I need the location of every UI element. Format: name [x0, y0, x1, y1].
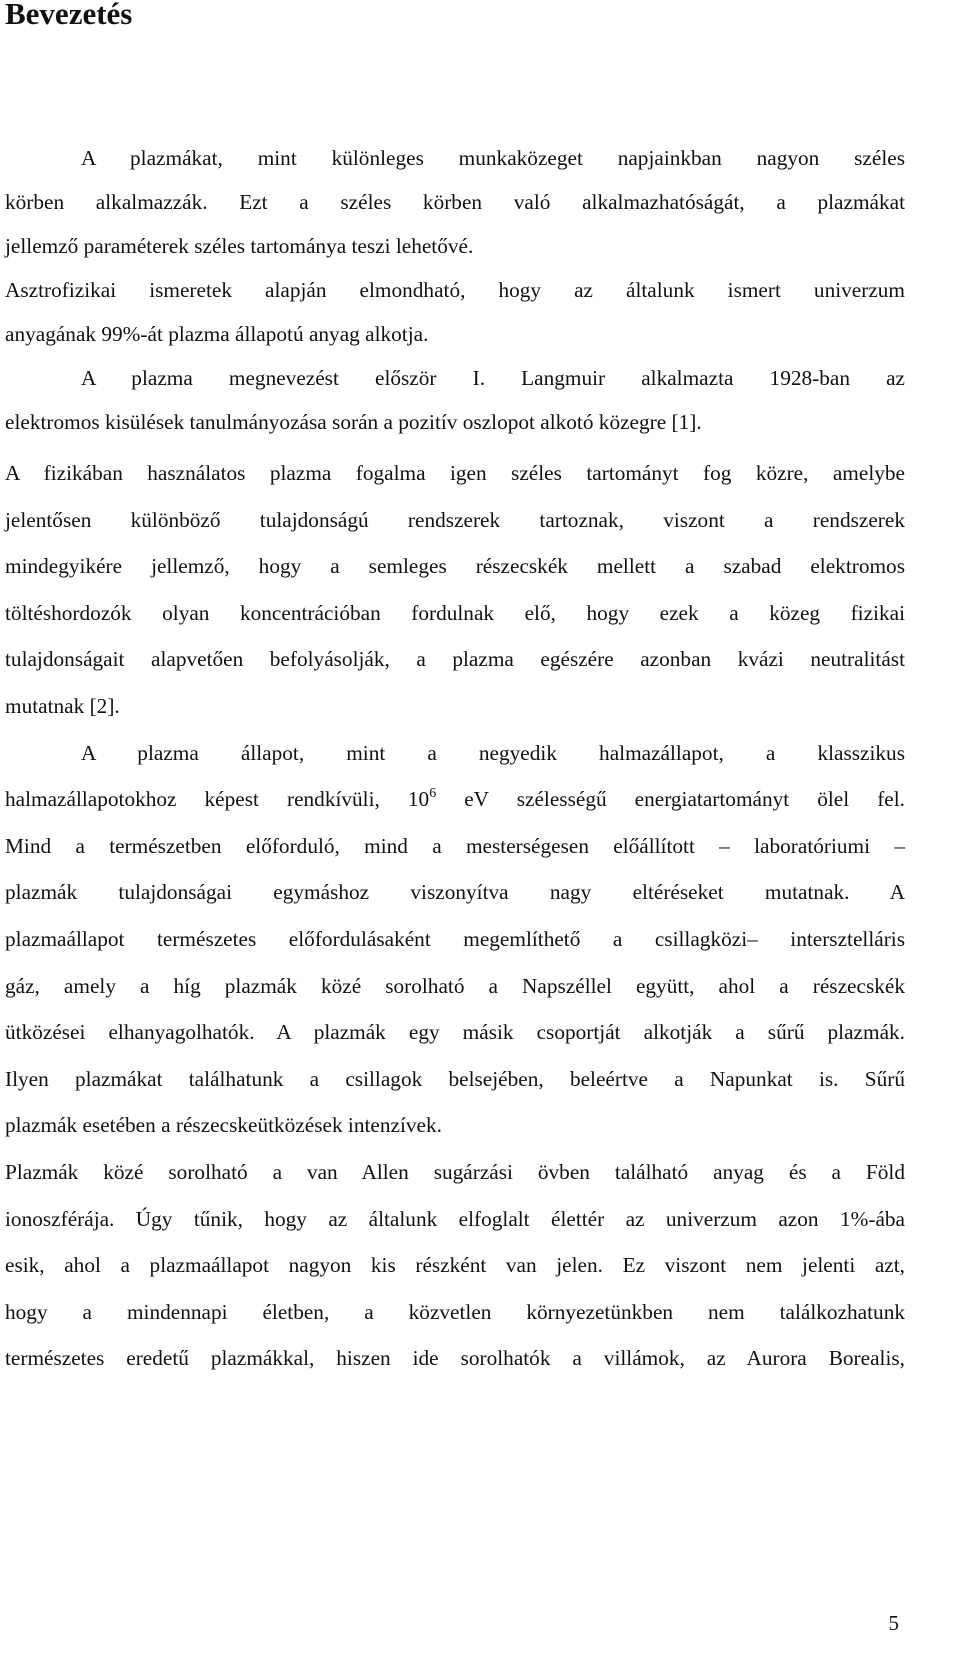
- text-line: plazmaállapot természetes előfordulásaként megemlíthető a csillagközi– intersztelláris: [5, 926, 905, 951]
- text-line: A plazma megnevezést először I. Langmuir alkalmazta 1928-ban az: [81, 366, 905, 390]
- text-line: ütközései elhanyagolhatók. A plazmák egy másik csoportját alkotják a sűrű plazmák.: [5, 1020, 905, 1045]
- text-line: gáz, amely a híg plazmák közé sorolható a Napszéllel együtt, ahol a részecskék: [5, 973, 905, 998]
- text-fragment: halmazállapotokhoz képest rendkívüli, 10: [5, 787, 430, 812]
- text-line: plazmák esetében a részecskeütközések intenzívek.: [5, 1113, 442, 1138]
- text-line: esik, ahol a plazmaállapot nagyon kis részként van jelen. Ez viszont nem jelenti azt,: [5, 1253, 905, 1278]
- text-line: Asztrofizikai ismeretek alapján elmondható, hogy az általunk ismert univerzum: [5, 278, 905, 302]
- text-line: tulajdonságait alapvetően befolyásolják, a plazma egészére azonban kvázi neutralitást: [5, 647, 905, 672]
- page-title: Bevezetés: [5, 0, 133, 31]
- text-line: hogy a mindennapi életben, a közvetlen környezetünkben nem találkozhatunk: [5, 1299, 905, 1324]
- text-line: A plazma állapot, mint a negyedik halmazállapot, a klasszikus: [81, 740, 905, 765]
- text-line: Ilyen plazmákat találhatunk a csillagok belsejében, beleértve a Napunkat is. Sűrű: [5, 1066, 905, 1091]
- text-line: A fizikában használatos plazma fogalma igen széles tartományt fog közre, amelybe: [5, 461, 905, 485]
- text-line: körben alkalmazzák. Ezt a széles körben való alkalmazhatóságát, a plazmákat: [5, 190, 905, 214]
- body-block-main: [5, 450, 905, 1382]
- text-line: plazmák tulajdonságai egymáshoz viszonyítva nagy eltéréseket mutatnak. A: [5, 880, 905, 905]
- text-line: jellemző paraméterek széles tartománya teszi lehetővé.: [5, 234, 474, 258]
- body-block-intro: [5, 136, 905, 444]
- text-line: A plazmákat, mint különleges munkaközeget napjainkban nagyon széles: [81, 146, 905, 170]
- text-line: Plazmák közé sorolható a van Allen sugárzási övben található anyag és a Föld: [5, 1159, 905, 1184]
- text-line: töltéshordozók olyan koncentrációban fordulnak elő, hogy ezek a közeg fizikai: [5, 600, 905, 625]
- text-line: anyagának 99%-át plazma állapotú anyag alkotja.: [5, 322, 429, 346]
- text-line: elektromos kisülések tanulmányozása során a pozitív oszlopot alkotó közegre [1].: [5, 410, 702, 434]
- text-line: Mind a természetben előforduló, mind a mesterségesen előállított – laboratóriumi –: [5, 833, 905, 858]
- text-line: ionoszférája. Úgy tűnik, hogy az általunk elfoglalt élettér az univerzum azon 1%-ába: [5, 1206, 905, 1231]
- text-fragment: eV szélességű energiatartományt ölel fel.: [464, 787, 905, 812]
- text-line: természetes eredetű plazmákkal, hiszen ide sorolhatók a villámok, az Aurora Borealis,: [5, 1346, 905, 1371]
- text-line-with-exponent: [5, 776, 905, 823]
- exponent: 6: [429, 786, 437, 802]
- text-line: jelentősen különböző tulajdonságú rendszerek tartoznak, viszont a rendszerek: [5, 507, 905, 532]
- page-number: 5: [888, 1611, 899, 1635]
- text-line: mutatnak [2].: [5, 693, 120, 718]
- text-line: mindegyikére jellemző, hogy a semleges részecskék mellett a szabad elektromos: [5, 554, 905, 579]
